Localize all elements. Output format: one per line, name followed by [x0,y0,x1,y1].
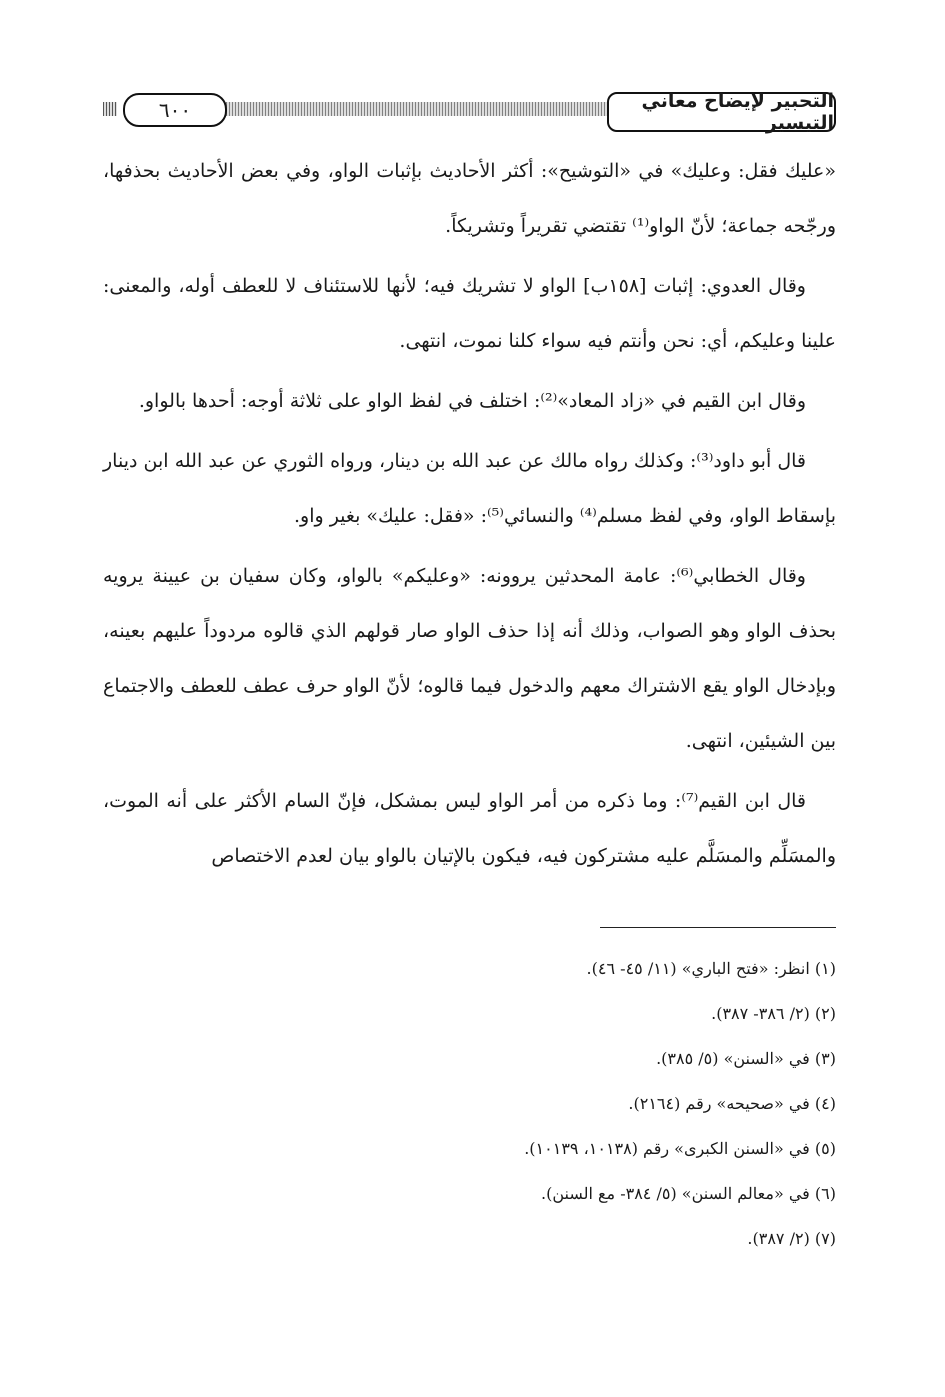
footnote: (١) انظر: «فتح الباري» (١١/ ٤٥- ٤٦). [586,959,836,978]
footnote: (٧) (٢/ ٣٨٧). [747,1229,836,1248]
page-header [103,92,836,142]
footnote-separator [600,927,836,928]
footnote: (٢) (٢/ ٣٨٦- ٣٨٧). [711,1004,836,1023]
header-ornament-band [163,102,616,116]
paragraph: وقال العدوي: إثبات [١٥٨ب] الواو لا تشريك فيه؛ لأنها للاستئناف لا للعطف أوله، والمعنى: علينا وعليكم، أي: نحن وأنتم فيه سواء كلنا نموت، انتهى. [103,275,836,352]
header-ornament-end [103,102,117,116]
footnote: (٣) في «السنن» (٥/ ٣٨٥). [656,1049,836,1068]
page-number: ٦٠٠ [123,93,227,127]
paragraph: قال أبو داود⁽³⁾: وكذلك رواه مالك عن عبد الله بن دينار، ورواه الثوري عن عبد الله ابن دينار بإسقاط الواو، وفي لفظ مسلم⁽⁴⁾ والنسائي⁽⁵⁾: «فقل: عليك» بغير واو. [103,450,836,527]
paragraph: وقال ابن القيم في «زاد المعاد»⁽²⁾: اختلف في لفظ الواو على ثلاثة أوجه: أحدها بالواو. [138,390,806,412]
footnote: (٤) في «صحيحه» رقم (٢١٦٤). [628,1094,836,1113]
footnote: (٥) في «السنن الكبرى» رقم (١٠١٣٨، ١٠١٣٩). [524,1139,836,1158]
paragraph: وقال الخطابي⁽⁶⁾: عامة المحدثين يروونه: «وعليكم» بالواو، وكان سفيان بن عيينة يرويه بحذف الواو وهو الصواب، وذلك أنه إذا حذف الواو صار قولهم الذي قالوه مردوداً عليهم بعينه، وبإدخال الواو يقع الاشتراك معهم والدخول فيما قالوه؛ لأنّ الواو حرف عطف للعطف والاجتماع بين الشيئين، انتهى. [103,565,836,752]
paragraph: «عليك فقل: وعليك» في «التوشيح»: أكثر الأحاديث بإثبات الواو، وفي بعض الأحاديث بحذفها، ورجّحه جماعة؛ لأنّ الواو⁽¹⁾ تقتضي تقريراً وتشريكاً. [103,160,836,237]
footnote: (٦) في «معالم السنن» (٥/ ٣٨٤- مع السنن). [541,1184,836,1203]
book-title: التحبير لإيضاح معاني التيسير [607,92,836,132]
main-text [103,144,836,889]
footnotes [103,946,836,1261]
paragraph: قال ابن القيم⁽⁷⁾: وما ذكره من أمر الواو ليس بمشكل، فإنّ السام الأكثر على أنه الموت، والمسَلِّم والمسَلَّم عليه مشتركون فيه، فيكون بالإتيان بالواو بيان لعدم الاختصاص [103,790,836,867]
